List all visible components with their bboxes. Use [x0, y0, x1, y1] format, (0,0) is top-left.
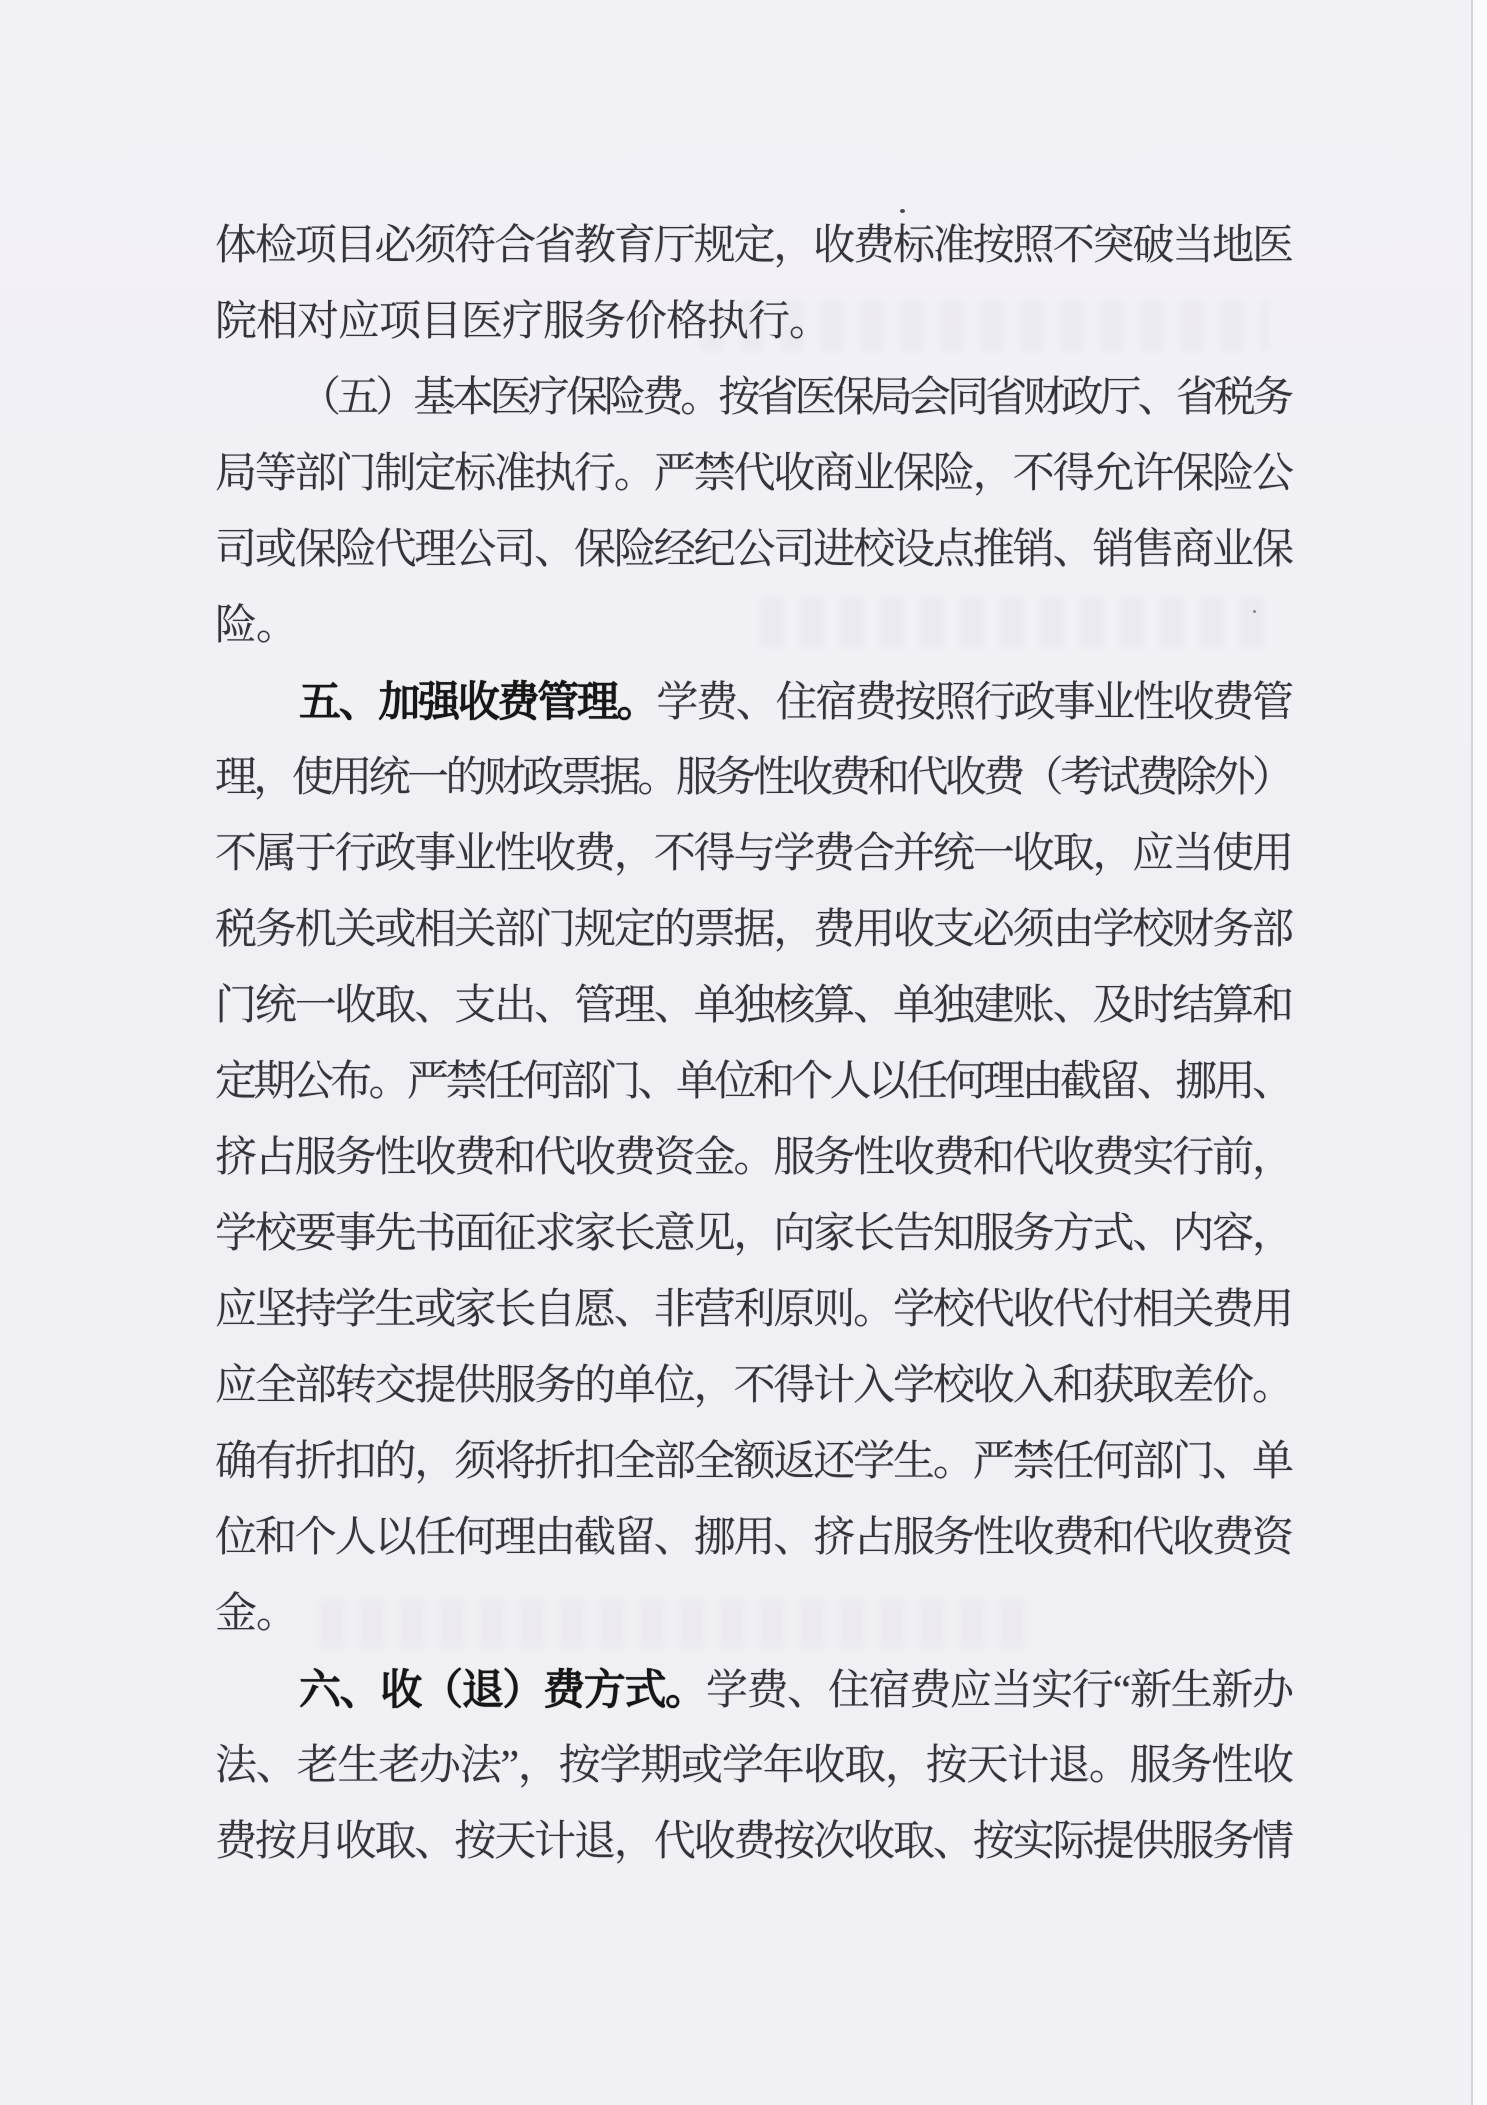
text-line: [215, 892, 1290, 968]
text-segment: 学校要事先书面征求家长意见，向家长告知服务方式、内容，: [215, 1211, 1290, 1257]
text-segment: 司或保险代理公司、保险经纪公司进校设点推销、销售商业保: [215, 527, 1290, 573]
text-line: [215, 1272, 1290, 1348]
text-line: [215, 1120, 1290, 1196]
text-line: [215, 1576, 1290, 1652]
text-line: [215, 1728, 1290, 1804]
text-line: [215, 664, 1290, 740]
text-segment: 理，使用统一的财政票据。服务性收费和代收费（考试费除外）: [215, 755, 1290, 801]
text-line: [215, 740, 1290, 816]
text-segment: 法、老生老办法”，按学期或学年收取，按天计退。服务性收: [215, 1743, 1290, 1789]
text-line: [215, 968, 1290, 1044]
document-body: [215, 208, 1290, 1880]
text-segment: 挤占服务性收费和代收费资金。服务性收费和代收费实行前，: [215, 1135, 1290, 1181]
text-segment: （五）基本医疗保险费。按省医保局会同省财政厅、省税务: [299, 375, 1290, 421]
text-line: [215, 360, 1290, 436]
section-heading: 五、加强收费管理。: [299, 678, 657, 725]
text-segment: 险。: [215, 603, 298, 649]
text-segment: 定期公布。严禁任何部门、单位和个人以任何理由截留、挪用、: [215, 1059, 1290, 1105]
text-segment: 费按月收取、按天计退，代收费按次收取、按实际提供服务情: [215, 1819, 1290, 1865]
text-segment: 应坚持学生或家长自愿、非营利原则。学校代收代付相关费用: [215, 1287, 1290, 1333]
text-line: [215, 1348, 1290, 1424]
text-line: [215, 208, 1290, 284]
text-line: [215, 1044, 1290, 1120]
text-line: [215, 512, 1290, 588]
scan-edge-line: [1471, 0, 1473, 2105]
text-segment: 不属于行政事业性收费，不得与学费合并统一收取，应当使用: [215, 831, 1290, 877]
text-segment: 金。: [215, 1591, 298, 1637]
text-line: [215, 1804, 1290, 1880]
text-segment: 体检项目必须符合省教育厅规定，收费标准按照不突破当地医: [215, 223, 1290, 269]
text-segment: 局等部门制定标准执行。严禁代收商业保险，不得允许保险公: [215, 451, 1290, 497]
text-segment: 学费、住宿费应当实行“新生新办: [705, 1668, 1290, 1714]
text-line: [215, 1500, 1290, 1576]
text-segment: 确有折扣的，须将折扣全部全额返还学生。严禁任何部门、单: [215, 1439, 1290, 1485]
text-segment: 应全部转交提供服务的单位，不得计入学校收入和获取差价。: [215, 1363, 1290, 1409]
section-heading: 六、收（退）费方式。: [299, 1666, 706, 1713]
text-segment: 学费、住宿费按照行政事业性收费管: [656, 680, 1290, 726]
text-line: [215, 1424, 1290, 1500]
text-line: [215, 1196, 1290, 1272]
text-line: [215, 284, 1290, 360]
text-segment: 位和个人以任何理由截留、挪用、挤占服务性收费和代收费资: [215, 1515, 1290, 1561]
text-line: [215, 816, 1290, 892]
scan-edge-strip: [1473, 0, 1487, 2105]
text-line: [215, 1652, 1290, 1728]
text-segment: 税务机关或相关部门规定的票据，费用收支必须由学校财务部: [215, 907, 1290, 953]
text-segment: 门统一收取、支出、管理、单独核算、单独建账、及时结算和: [215, 983, 1290, 1029]
text-segment: 院相对应项目医疗服务价格执行。: [215, 299, 831, 345]
text-line: [215, 588, 1290, 664]
text-line: [215, 436, 1290, 512]
